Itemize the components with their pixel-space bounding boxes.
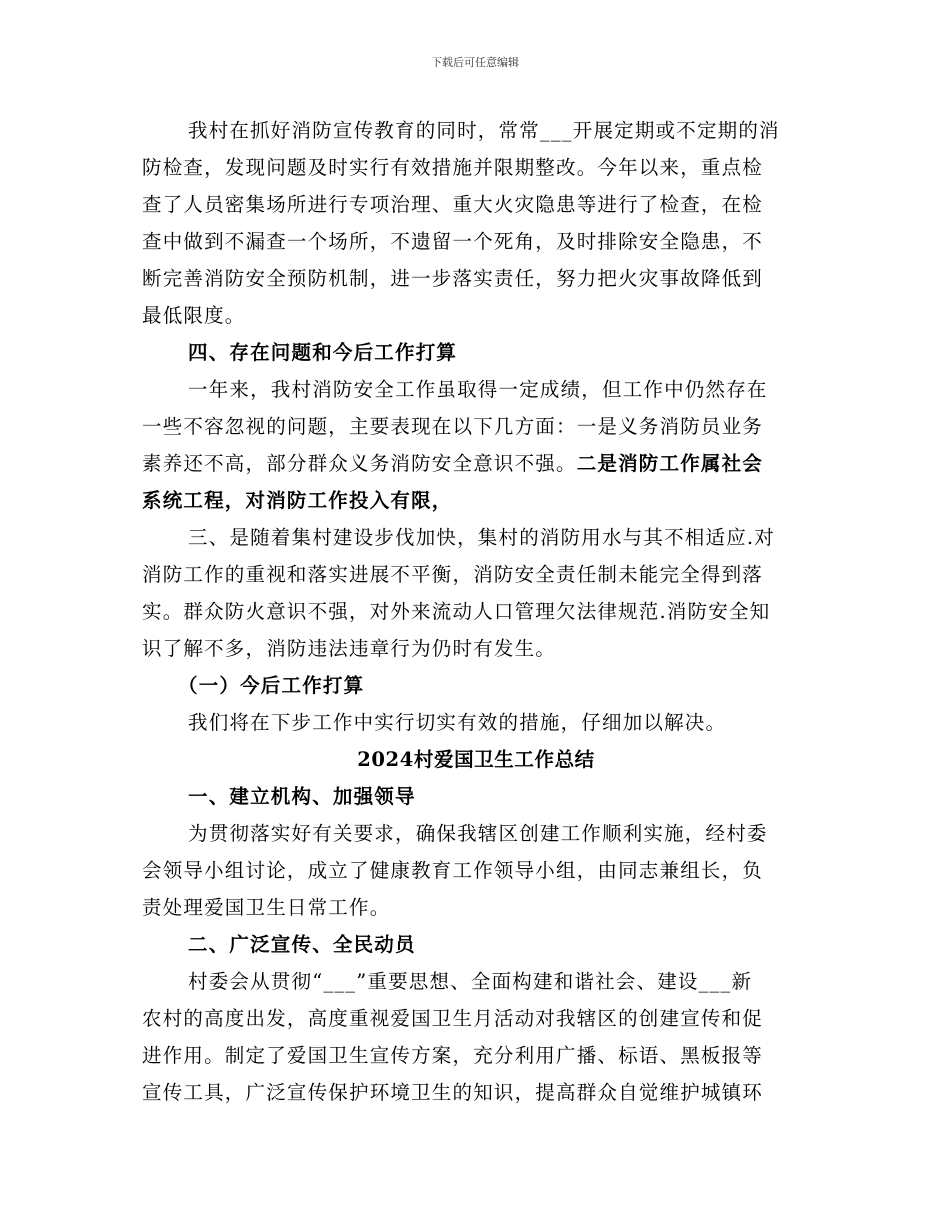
paragraph-line: 消防工作的重视和落实进展不平衡，消防安全责任制未能完全得到落 <box>142 563 764 586</box>
section-heading: 二、广泛宣传、全民动员 <box>188 933 416 956</box>
page-header: 下载后可任意编辑 <box>431 56 519 69</box>
paragraph-line: 三、是随着集村建设步伐加快，集村的消防用水与其不相适应.对 <box>188 526 775 549</box>
paragraph-line: 我们将在下步工作中实行切实有效的措施，仔细加以解决。 <box>188 711 727 734</box>
section-heading: 一、建立机构、加强领导 <box>188 785 416 808</box>
paragraph-line: 最低限度。 <box>142 304 246 327</box>
paragraph-line: 防检查，发现问题及时实行有效措施并限期整改。今年以来，重点检 <box>142 156 764 179</box>
paragraph-line: 农村的高度出发，高度重视爱国卫生月活动对我辖区的创建宣传和促 <box>142 1007 764 1030</box>
paragraph-line: 一年来，我村消防安全工作虽取得一定成绩，但工作中仍然存在 <box>188 378 768 401</box>
paragraph-line: 一些不容忽视的问题，主要表现在以下几方面：一是义务消防员业务 <box>142 415 764 438</box>
paragraph-line: 识了解不多，消防违法违章行为仍时有发生。 <box>142 637 557 660</box>
paragraph-line: 村委会从贯彻“___”重要思想、全面构建和谐社会、建设___新 <box>188 970 753 993</box>
paragraph-line: 实。群众防火意识不强，对外来流动人口管理欠法律规范.消防安全知 <box>142 600 771 623</box>
paragraph-line: 查中做到不漏查一个场所，不遗留一个死角，及时排除安全隐患，不 <box>142 230 764 253</box>
subsection-heading: （一）今后工作打算 <box>178 674 365 697</box>
paragraph-line: 责处理爱国卫生日常工作。 <box>142 896 391 919</box>
paragraph-line: 我村在抓好消防宣传教育的同时，常常___开展定期或不定期的消 <box>188 119 780 142</box>
paragraph-line: 进作用。制定了爱国卫生宣传方案，充分利用广播、标语、黑板报等 <box>142 1044 764 1067</box>
paragraph-line: 宣传工具，广泛宣传保护环境卫生的知识，提高群众自觉维护城镇环 <box>142 1081 764 1104</box>
paragraph-line: 断完善消防安全预防机制，进一步落实责任，努力把火灾事故降低到 <box>142 267 764 290</box>
paragraph-text: 素养还不高，部分群众义务消防安全意识不强。 <box>142 452 577 475</box>
paragraph-line: 为贯彻落实好有关要求，确保我辖区创建工作顺利实施，经村委 <box>188 822 768 845</box>
bold-text: 二是消防工作属社会 <box>576 452 764 475</box>
document-body <box>142 112 810 1111</box>
document-title: 2024村爱国卫生工作总结 <box>357 748 595 771</box>
section-heading: 四、存在问题和今后工作打算 <box>188 341 458 364</box>
paragraph-line: 会领导小组讨论，成立了健康教育工作领导小组，由同志兼组长，负 <box>142 859 764 882</box>
paragraph-line <box>142 445 810 482</box>
bold-line: 系统工程，对消防工作投入有限， <box>142 489 453 512</box>
paragraph-line: 查了人员密集场所进行专项治理、重大火灾隐患等进行了检查，在检 <box>142 193 764 216</box>
